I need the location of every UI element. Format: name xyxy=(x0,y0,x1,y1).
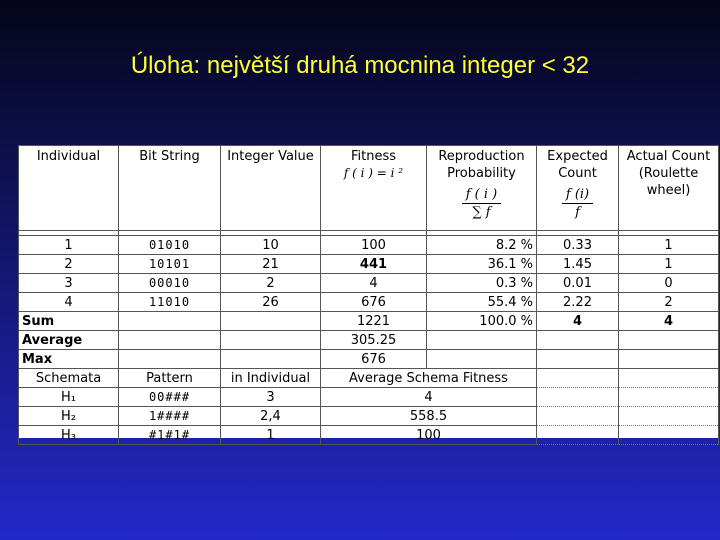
header-repro xyxy=(427,146,537,231)
schema-in-individual: 3 xyxy=(221,388,321,407)
schema-pattern: 1#### xyxy=(119,407,221,426)
average-row xyxy=(19,331,719,350)
cell-bitstring: 10101 xyxy=(119,255,221,274)
cell-integer: 10 xyxy=(221,236,321,255)
max-label: Max xyxy=(19,350,119,369)
header-bitstring: Bit String xyxy=(119,146,221,231)
header-expected-label: Expected Count xyxy=(547,149,608,181)
cell-expected: 1.45 xyxy=(537,255,619,274)
sum-label: Sum xyxy=(19,312,119,331)
cell-expected: 2.22 xyxy=(537,293,619,312)
sum-fitness: 1221 xyxy=(321,312,427,331)
schema-row xyxy=(19,388,719,407)
cell-probability: 8.2 % xyxy=(427,236,537,255)
cell-integer: 2 xyxy=(221,274,321,293)
cell-bitstring: 01010 xyxy=(119,236,221,255)
schemata-avg-fitness-header: Average Schema Fitness xyxy=(321,369,537,388)
schemata-label: Schemata xyxy=(19,369,119,388)
average-fitness: 305.25 xyxy=(321,331,427,350)
cell-fitness: 100 xyxy=(321,236,427,255)
repro-numerator: f ( i ) xyxy=(462,186,502,204)
schemata-pattern-header: Pattern xyxy=(119,369,221,388)
cell-expected: 0.33 xyxy=(537,236,619,255)
cell-fitness: 441 xyxy=(321,255,427,274)
table-row xyxy=(19,255,719,274)
table-row xyxy=(19,293,719,312)
expected-denominator: f̄ xyxy=(575,205,580,220)
schema-pattern: 00### xyxy=(119,388,221,407)
repro-denominator: ∑ f xyxy=(472,205,491,220)
header-integer: Integer Value xyxy=(221,146,321,231)
expected-fraction xyxy=(562,186,593,221)
fitness-formula: f ( i ) = i ² xyxy=(343,166,404,180)
cell-actual: 0 xyxy=(619,274,719,293)
repro-fraction xyxy=(462,186,502,221)
schema-pattern: #1#1# xyxy=(119,426,221,445)
sum-row xyxy=(19,312,719,331)
cell-probability: 55.4 % xyxy=(427,293,537,312)
header-fitness-label: Fitness xyxy=(350,149,397,164)
schema-row xyxy=(19,426,719,445)
cell-bitstring: 11010 xyxy=(119,293,221,312)
schema-avg-fitness: 558.5 xyxy=(321,407,537,426)
cell-probability: 36.1 % xyxy=(427,255,537,274)
cell-integer: 21 xyxy=(221,255,321,274)
cell-expected: 0.01 xyxy=(537,274,619,293)
cell-individual: 1 xyxy=(19,236,119,255)
schema-row xyxy=(19,407,719,426)
schema-name: H₃ xyxy=(19,426,119,445)
schema-avg-fitness: 4 xyxy=(321,388,537,407)
ga-table xyxy=(18,145,718,443)
max-fitness: 676 xyxy=(321,350,427,369)
ga-table-grid xyxy=(18,145,719,445)
header-actual: Actual Count (Roulette wheel) xyxy=(619,146,719,231)
schema-avg-fitness: 100 xyxy=(321,426,537,445)
cell-actual: 1 xyxy=(619,255,719,274)
cell-individual: 3 xyxy=(19,274,119,293)
header-fitness xyxy=(321,146,427,231)
cell-fitness: 4 xyxy=(321,274,427,293)
table-row xyxy=(19,236,719,255)
table-row xyxy=(19,274,719,293)
average-label: Average xyxy=(19,331,119,350)
cell-actual: 1 xyxy=(619,236,719,255)
cell-bitstring: 00010 xyxy=(119,274,221,293)
cell-fitness: 676 xyxy=(321,293,427,312)
header-row xyxy=(19,146,719,231)
schema-in-individual: 2,4 xyxy=(221,407,321,426)
slide-title: Úloha: největší druhá mocnina integer < 32 xyxy=(130,52,590,79)
schema-name: H₁ xyxy=(19,388,119,407)
sum-probability: 100.0 % xyxy=(427,312,537,331)
schemata-header-row xyxy=(19,369,719,388)
max-row xyxy=(19,350,719,369)
schema-name: H₂ xyxy=(19,407,119,426)
expected-numerator: f (i) xyxy=(562,186,593,204)
header-expected xyxy=(537,146,619,231)
cell-integer: 26 xyxy=(221,293,321,312)
schema-in-individual: 1 xyxy=(221,426,321,445)
cell-actual: 2 xyxy=(619,293,719,312)
schemata-in-individual-header: in Individual xyxy=(221,369,321,388)
header-individual: Individual xyxy=(19,146,119,231)
header-repro-label: Reproduction Probability xyxy=(438,149,525,181)
cell-individual: 2 xyxy=(19,255,119,274)
cell-individual: 4 xyxy=(19,293,119,312)
sum-actual: 4 xyxy=(619,312,719,331)
cell-probability: 0.3 % xyxy=(427,274,537,293)
sum-expected: 4 xyxy=(537,312,619,331)
